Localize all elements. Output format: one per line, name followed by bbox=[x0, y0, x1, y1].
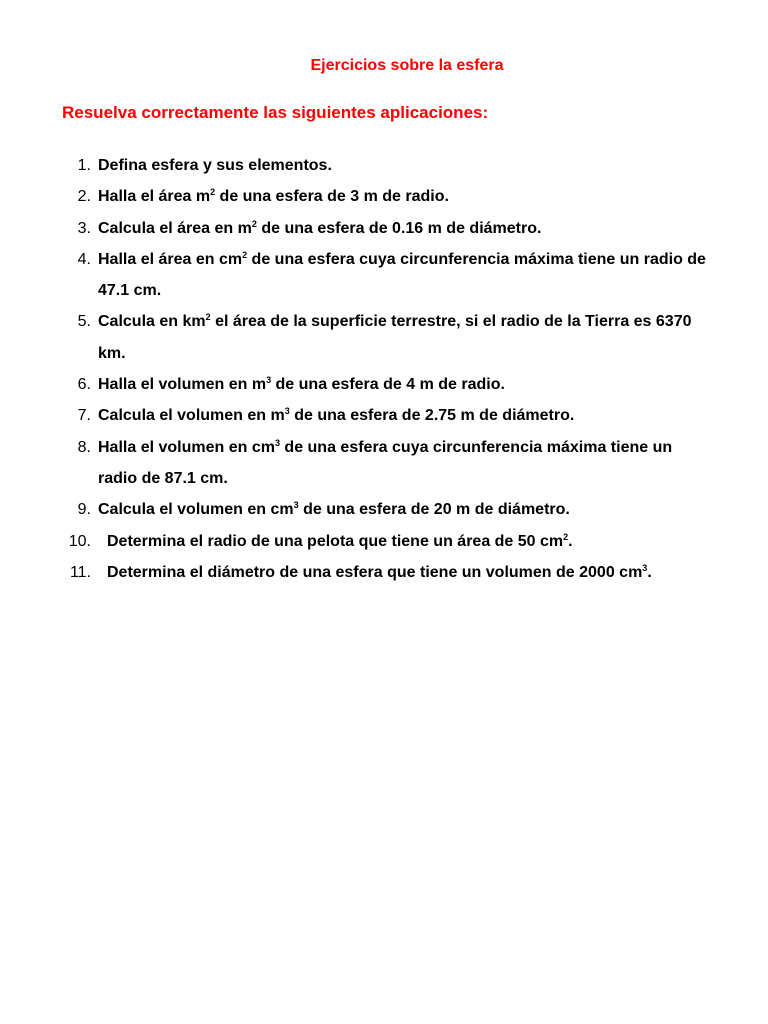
exercise-number: 8. bbox=[77, 438, 91, 456]
exercise-item bbox=[0, 213, 768, 244]
exercise-text-part: de una esfera de 4 m de radio. bbox=[271, 376, 505, 394]
exercise-list bbox=[0, 150, 768, 588]
exponent: 2 bbox=[251, 218, 257, 229]
exercise-text-part: de una esfera de 2.75 m de diámetro. bbox=[289, 407, 575, 425]
exercise-text bbox=[98, 181, 708, 212]
exercise-item bbox=[0, 181, 768, 212]
exercise-number: 9. bbox=[77, 501, 91, 519]
exercise-text-part: de una esfera de 3 m de radio. bbox=[215, 188, 449, 206]
exercise-text-part: de una esfera cuya circunferencia máxima tiene un radio de 87.1 cm. bbox=[98, 438, 673, 487]
exponent: 3 bbox=[266, 375, 272, 386]
exercise-item bbox=[0, 369, 768, 400]
exponent: 2 bbox=[205, 312, 211, 323]
exercise-item bbox=[0, 244, 768, 307]
exponent: 2 bbox=[563, 531, 569, 542]
exercise-text-part: Calcula el volumen en m bbox=[98, 407, 285, 425]
exponent: 3 bbox=[293, 500, 299, 511]
exercise-number: 3. bbox=[77, 219, 91, 237]
exercise-item bbox=[0, 306, 768, 369]
exercise-number: 7. bbox=[77, 407, 91, 425]
document-title: Ejercicios sobre la esfera bbox=[310, 57, 504, 74]
exercise-text-part: Halla el volumen en cm bbox=[98, 438, 275, 456]
exercise-item bbox=[0, 150, 768, 181]
exponent: 2 bbox=[210, 187, 216, 198]
exercise-text-part: de una esfera de 0.16 m de diámetro. bbox=[256, 219, 542, 237]
exercise-text bbox=[107, 526, 717, 557]
exercise-text bbox=[98, 244, 708, 307]
exercise-text bbox=[98, 213, 708, 244]
exercise-text-part: Halla el volumen en m bbox=[98, 376, 267, 394]
instructions-heading: Resuelva correctamente las siguientes aplicaciones: bbox=[62, 103, 489, 122]
exercise-number: 1. bbox=[77, 157, 91, 174]
exercise-text bbox=[107, 557, 717, 588]
exercise-text-part: Halla el área en cm bbox=[98, 250, 243, 268]
exercise-text bbox=[98, 150, 708, 181]
exercise-item bbox=[0, 557, 768, 588]
exercise-text-part: Determina el diámetro de una esfera que tiene un volumen de 2000 cm bbox=[107, 563, 643, 581]
exercise-number: 10. bbox=[68, 532, 91, 550]
exercise-text-part: Calcula el volumen en cm bbox=[98, 501, 294, 519]
exponent: 3 bbox=[284, 406, 290, 417]
exercise-item bbox=[0, 400, 768, 431]
exercise-text-part: Calcula el área en m bbox=[98, 219, 252, 237]
exercise-text-part: de una esfera de 20 m de diámetro. bbox=[298, 501, 570, 519]
exercise-text-part: Halla el área m bbox=[98, 188, 211, 206]
exercise-text bbox=[98, 369, 708, 400]
exercise-text bbox=[98, 494, 708, 525]
exercise-text bbox=[98, 400, 708, 431]
exercise-text-part: el área de la superficie terrestre, si el radio de la Tierra es 6370 km. bbox=[98, 313, 692, 362]
exercise-text-part: Calcula en km bbox=[98, 313, 206, 331]
exercise-number: 11. bbox=[69, 563, 91, 581]
exponent: 2 bbox=[242, 249, 248, 260]
exercise-item bbox=[0, 432, 768, 495]
exercise-text bbox=[98, 306, 708, 369]
exercise-number: 2. bbox=[77, 188, 91, 206]
exercise-text-part: . bbox=[568, 532, 573, 550]
exercise-text-part: Determina el radio de una pelota que tiene un área de 50 cm bbox=[107, 532, 564, 550]
exercise-text-part: de una esfera cuya circunferencia máxima tiene un radio de 47.1 cm. bbox=[98, 250, 706, 300]
exercise-number: 5. bbox=[77, 313, 91, 331]
exercise-number: 4. bbox=[77, 250, 91, 268]
exponent: 3 bbox=[642, 562, 648, 573]
exercise-number: 6. bbox=[77, 376, 91, 394]
exercise-text-part: . bbox=[647, 563, 652, 581]
exponent: 3 bbox=[274, 437, 280, 448]
exercise-text-part: Defina esfera y sus elementos. bbox=[98, 157, 332, 174]
exercise-item bbox=[0, 494, 768, 525]
exercise-item bbox=[0, 526, 768, 557]
exercise-text bbox=[98, 432, 708, 495]
